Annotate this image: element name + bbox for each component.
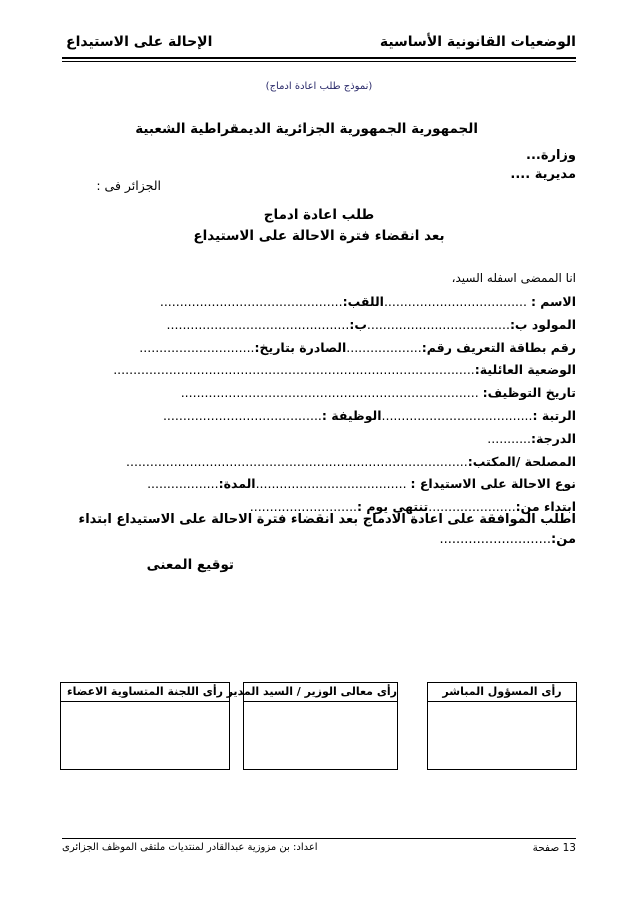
- name-dots: ....................................: [383, 294, 531, 309]
- form-model-note: (نموذج طلب اعادة ادماج): [265, 81, 373, 92]
- request-from-label: من:: [551, 532, 576, 547]
- issued-label: الصادرة بتاريخ:: [254, 340, 347, 355]
- born-label: المولود ب:: [509, 317, 576, 332]
- footer-rule: [62, 838, 576, 839]
- rank-dots: ......................................: [381, 408, 533, 423]
- office-line: [126, 454, 576, 469]
- issued-dots: .............................: [139, 340, 255, 355]
- form-title: طلب اعادة ادماج: [263, 207, 375, 223]
- period-label: المدة:: [218, 476, 256, 491]
- opinion-box-committee: [60, 682, 230, 770]
- request-from-line: [439, 532, 576, 547]
- intro-line: انا الممضى اسفله السيد،: [451, 271, 576, 285]
- opinion-box-direct-manager-title: رأى المسؤول المباشر: [428, 683, 576, 702]
- grade-line: [487, 431, 576, 446]
- request-from-dots: ...........................: [439, 532, 552, 547]
- surname-dots: ..............................................: [159, 294, 343, 309]
- place-date-line: الجزائر فى :: [96, 178, 161, 193]
- surname-label: اللقب:: [342, 294, 384, 309]
- header-right-title: الوضعيات القانونية الأساسية: [379, 34, 576, 50]
- birth-line: [167, 317, 576, 332]
- grade-label: الدرجة:: [531, 431, 576, 446]
- republic-heading: الجمهورية الجمهورية الجزائرية الديمقراطية الشعبية: [135, 121, 478, 137]
- start-dots: ......................: [428, 499, 516, 514]
- born-dots: ....................................: [366, 317, 510, 332]
- leave-type-line: [147, 476, 576, 491]
- grade-dots: ...........: [487, 431, 532, 446]
- id-label: رقم بطاقة التعريف رقم:: [421, 340, 576, 355]
- office-label: المصلحة /المكتب:: [467, 454, 576, 469]
- hire-dots: ...........................................................................: [180, 385, 483, 400]
- family-status-line: [113, 362, 576, 377]
- opinion-box-minister: [226, 682, 398, 770]
- type-dots: ......................................: [255, 476, 411, 491]
- type-label: نوع الاحالة على الاستيداع :: [410, 476, 576, 491]
- start-label: ابتداء من:: [515, 499, 576, 514]
- header-rule-thick: [62, 57, 576, 59]
- hire-date-line: [181, 385, 576, 400]
- opinion-box-committee-title: رأى اللجنة المتساوية الاعضاء: [61, 683, 229, 702]
- ends-label: تنتهى يوم :: [357, 499, 429, 514]
- rank-line: [163, 408, 576, 423]
- opinion-box-minister-title: رأى معالى الوزير / السيد المدير: [244, 683, 397, 702]
- job-label: الوظيفة :: [321, 408, 382, 423]
- id-dots: ...................: [346, 340, 422, 355]
- office-dots: ......................................................................................: [126, 454, 468, 469]
- name-line: [160, 294, 576, 309]
- name-label: الاسم :: [530, 294, 576, 309]
- born-in-dots: ..............................................: [166, 317, 350, 332]
- request-line: اطلب الموافقة على اعادة الادماج بعد انقضاء فترة الاحالة على الاستيداع ابتداء: [78, 512, 576, 527]
- opinion-box-direct-manager: [427, 682, 577, 770]
- ministry-line: وزارة...: [526, 148, 576, 163]
- rank-label: الرتبة :: [532, 408, 576, 423]
- id-card-line: [139, 340, 576, 355]
- header-rule-thin: [62, 61, 576, 62]
- form-subtitle: بعد انقضاء فترة الاحالة على الاستيداع: [193, 228, 445, 244]
- signature-label: توقيع المعنى: [146, 557, 234, 573]
- job-dots: ........................................: [162, 408, 322, 423]
- family-dots: ...........................................................................................: [113, 362, 475, 377]
- header-left-title: الإحالة على الاستيداع: [66, 34, 213, 50]
- born-in-label: ب:: [349, 317, 367, 332]
- directorate-line: مديرية ....: [510, 167, 576, 182]
- period-dots: ..................: [147, 476, 219, 491]
- hire-label: تاريخ التوظيف:: [482, 385, 576, 400]
- family-label: الوضعية العائلية:: [474, 362, 576, 377]
- footer-author: اعداد: بن مزوزية عبدالقادر لمنتديات ملتقى الموظف الجزائرى: [62, 842, 318, 853]
- page-number: 13 صفحة: [532, 842, 576, 854]
- ends-dots: ...........................: [249, 499, 358, 514]
